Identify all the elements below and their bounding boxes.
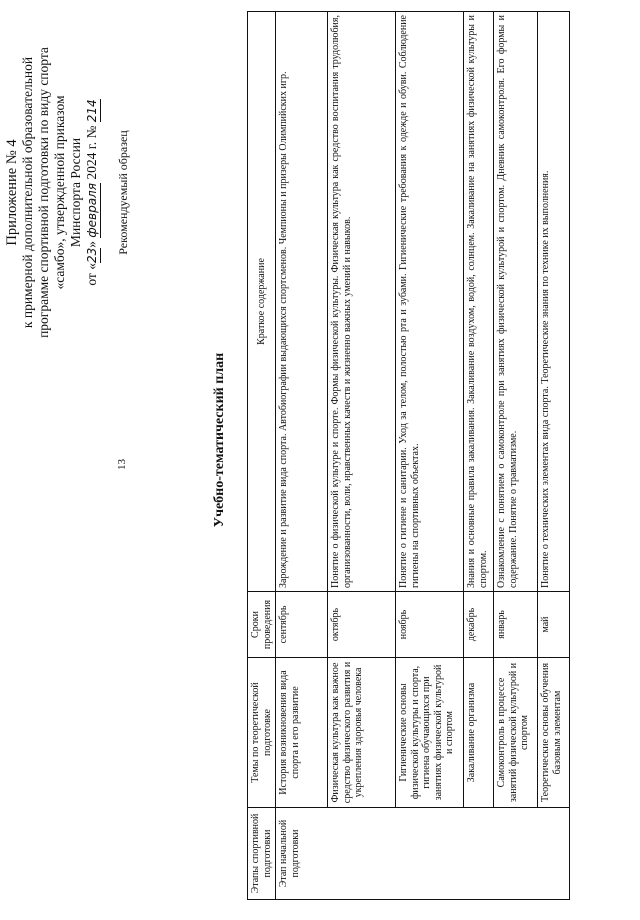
order-number-handwritten: 214 xyxy=(85,99,99,123)
page-number: 13 xyxy=(116,459,128,470)
thematic-plan-table xyxy=(247,11,570,900)
content-cell: Ознакомление с понятием о самоконтроле при занятиях физической культурой и спортом. Дневник самоконтроля. Его формы и содержание. Понятие о травматизме. xyxy=(494,12,538,592)
table-row xyxy=(276,12,328,900)
period-cell: декабрь xyxy=(464,592,494,658)
content-cell: Понятие о физической культуре и спорте. Формы физической культуры. Физическая культура как средство воспитания трудолюбия, организованности, воли, нравственных качеств и жизненно важных умений и навыков. xyxy=(328,12,396,592)
table-row xyxy=(396,12,464,900)
appendix-line: программе спортивной подготовки по виду спорта xyxy=(36,47,51,338)
period-cell: ноябрь xyxy=(396,592,464,658)
table-row xyxy=(494,12,538,900)
table-row xyxy=(538,12,570,900)
table-row xyxy=(328,12,396,900)
date-suffix: 2024 г. № xyxy=(84,125,99,184)
appendix-line: к примерной дополнительной образовательной xyxy=(20,56,35,329)
table-header-row xyxy=(248,12,276,900)
period-cell: сентябрь xyxy=(276,592,328,658)
recommended-sample-label: Рекомендуемый образец xyxy=(116,130,130,255)
date-mid: » xyxy=(84,237,99,248)
appendix-block xyxy=(4,20,101,365)
content-cell: Понятие о технических элементах вида спорта. Теоретические знания по технике их выполнения. xyxy=(538,12,570,592)
header-stage: Этапы спортивной подготовки xyxy=(248,808,276,900)
topic-cell: Гигиенические основы физической культуры и спорта, гигиена обучающихся при занятиях физической культурой и спортом xyxy=(396,658,464,808)
content-cell: Зарождение и развитие вида спорта. Автобиографии выдающихся спортсменов. Чемпионы и призеры Олимпийских игр. xyxy=(276,12,328,592)
topic-cell: Закаливание организма xyxy=(464,658,494,808)
appendix-line: Приложение № 4 xyxy=(4,139,20,246)
appendix-line: «самбо», утвержденной приказом xyxy=(52,95,67,290)
order-date-line xyxy=(84,20,101,365)
header-topic: Темы по теоретической подготовке xyxy=(248,658,276,808)
table-row xyxy=(464,12,494,900)
header-period: Сроки проведения xyxy=(248,592,276,658)
stage-cell: Этап начальной подготовки xyxy=(276,808,570,900)
period-cell: октябрь xyxy=(328,592,396,658)
content-cell: Понятие о гигиене и санитарии. Уход за телом, полостью рта и зубами. Гигиенические требования к одежде и обуви. Соблюдение гигиены на спортивных объектах. xyxy=(396,12,464,592)
topic-cell: Физическая культура как важное средство физического развития и укрепления здоровья человека xyxy=(328,658,396,808)
topic-cell: Самоконтроль в процессе занятий физической культурой и спортом xyxy=(494,658,538,808)
content-cell: Знания и основные правила закаливания. Закаливание воздухом, водой, солнцем. Закаливание на занятиях физической культуры и спортом. xyxy=(464,12,494,592)
date-month-handwritten: февраля xyxy=(85,183,99,238)
date-prefix: от « xyxy=(84,263,99,286)
topic-cell: Теоретические основы обучения базовым элементам xyxy=(538,658,570,808)
header-content: Краткое содержание xyxy=(248,12,276,592)
period-cell: январь xyxy=(494,592,538,658)
appendix-line: Минспорта России xyxy=(68,137,83,248)
date-day-handwritten: 23 xyxy=(85,247,99,264)
topic-cell: История возникновения вида спорта и его развитие xyxy=(276,658,328,808)
period-cell: май xyxy=(538,592,570,658)
document-title: Учебно-тематический план xyxy=(212,352,227,528)
